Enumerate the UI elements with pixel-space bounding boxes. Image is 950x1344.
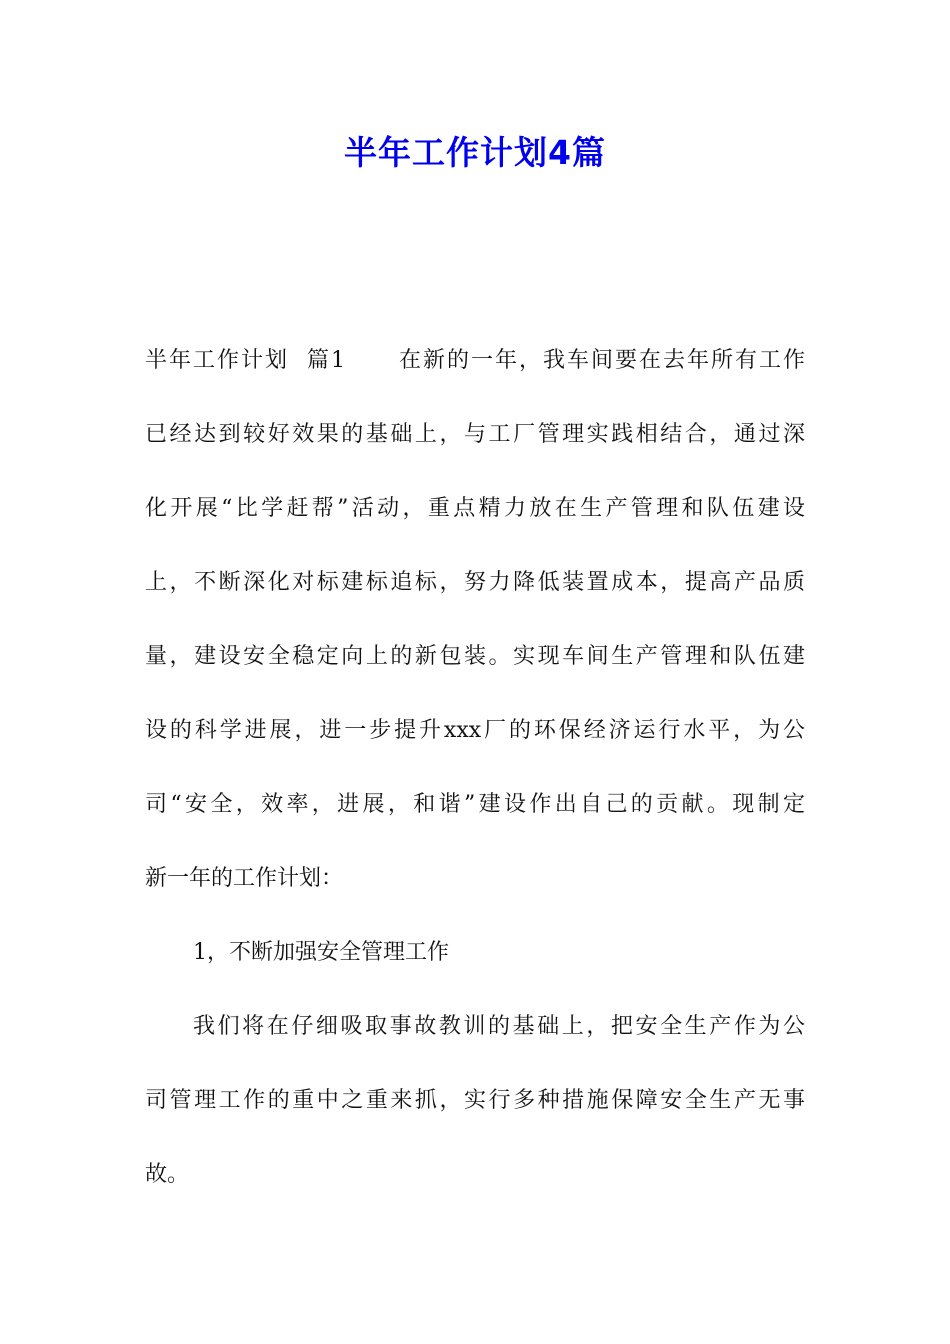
document-title: 半年工作计划4篇 (344, 133, 606, 172)
document-body (145, 326, 805, 1214)
paragraph-line: 上，不断深化对标建标追标，努力降低装置成本，提高产品质 (145, 570, 805, 595)
paragraph-line: 量，建设安全稳定向上的新包装。实现车间生产管理和队伍建 (145, 644, 805, 669)
paragraph-line: 司管理工作的重中之重来抓，实行多种措施保障安全生产无事 (145, 1088, 805, 1113)
paragraph-line: 我们将在仔细吸取事故教训的基础上，把安全生产作为公 (193, 1014, 805, 1039)
paragraph-line: 故。 (145, 1162, 190, 1187)
paragraph-line: 已经达到较好效果的基础上，与工厂管理实践相结合，通过深 (145, 422, 805, 447)
paragraph-line: 化开展“比学赶帮”活动，重点精力放在生产管理和队伍建设 (145, 496, 805, 521)
section-heading: 1，不断加强安全管理工作 (193, 940, 449, 965)
paragraph-line: 设的科学进展，进一步提升xxx厂的环保经济运行水平，为公 (145, 718, 805, 743)
paragraph-line: 半年工作计划 篇1 在新的一年，我车间要在去年所有工作 (145, 348, 805, 373)
paragraph-line: 司“安全，效率，进展，和谐”建设作出自己的贡献。现制定 (145, 792, 805, 817)
paragraph-line: 新一年的工作计划： (145, 866, 344, 891)
